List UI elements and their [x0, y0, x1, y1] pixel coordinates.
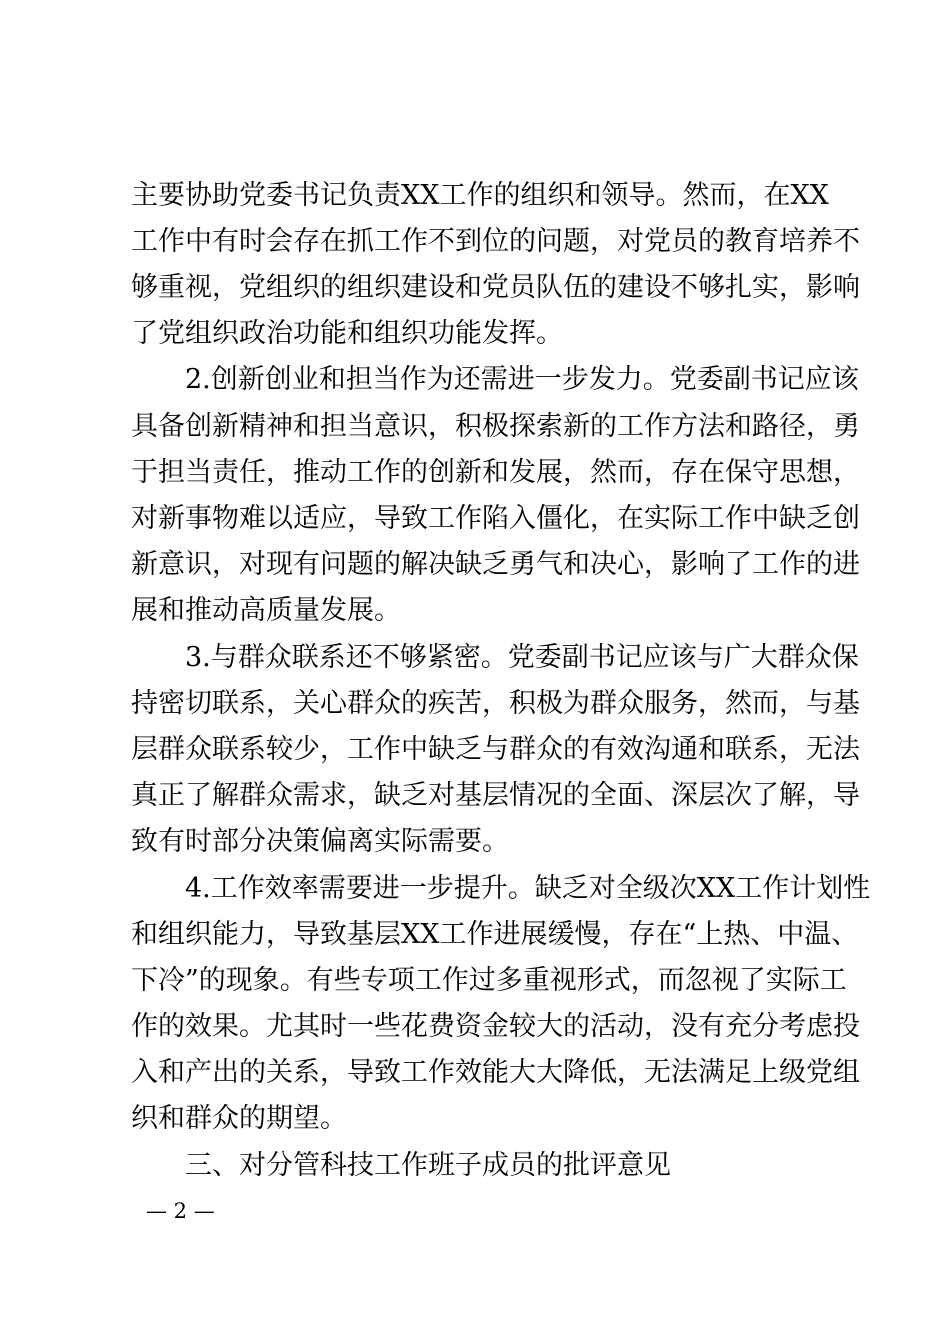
body-text-line: 下冷”的现象。有些专项工作过多重视形式，而忽视了实际工 — [131, 965, 847, 996]
body-text-line: 织和群众的期望。 — [131, 1103, 347, 1134]
body-text-line: 够重视，党组织的组织建设和党员队伍的建设不够扎实，影响 — [131, 272, 860, 303]
body-text-line: 新意识，对现有问题的解决缺乏勇气和决心，影响了工作的进 — [131, 549, 860, 580]
paragraph-3-first-line: 3.与群众联系还不够紧密。党委副书记应该与广大群众保 — [185, 642, 859, 673]
body-text-line: 主要协助党委书记负责XX工作的组织和领导。然而，在XX — [131, 180, 829, 211]
page-number: — 2 — — [146, 1199, 215, 1223]
body-text-line: 于担当责任，推动工作的创新和发展，然而，存在保守思想， — [131, 457, 860, 488]
paragraph-4-first-line: 4.工作效率需要进一步提升。缺乏对全级次XX工作计划性 — [185, 873, 871, 904]
body-text-line: 了党组织政治功能和组织功能发挥。 — [131, 318, 563, 349]
body-text-line: 工作中有时会存在抓工作不到位的问题，对党员的教育培养不 — [131, 226, 860, 257]
body-text-line: 致有时部分决策偏离实际需要。 — [131, 826, 509, 857]
section-heading: 三、对分管科技工作班子成员的批评意见 — [185, 1150, 671, 1181]
body-text-line: 持密切联系，关心群众的疾苦，积极为群众服务，然而，与基 — [131, 688, 860, 719]
body-text-line: 作的效果。尤其时一些花费资金较大的活动，没有充分考虑投 — [131, 1011, 860, 1042]
paragraph-2-first-line: 2.创新创业和担当作为还需进一步发力。党委副书记应该 — [185, 364, 859, 395]
body-text-line: 和组织能力，导致基层XX工作进展缓慢，存在“上热、中温、 — [131, 919, 859, 950]
body-text-line: 展和推动高质量发展。 — [131, 595, 401, 626]
body-text-line: 对新事物难以适应，导致工作陷入僵化，在实际工作中缺乏创 — [131, 503, 860, 534]
body-text-line: 层群众联系较少，工作中缺乏与群众的有效沟通和联系，无法 — [131, 734, 860, 765]
body-text-line: 真正了解群众需求，缺乏对基层情况的全面、深层次了解，导 — [131, 780, 860, 811]
body-text-line: 具备创新精神和担当意识，积极探索新的工作方法和路径，勇 — [131, 411, 860, 442]
body-text-line: 入和产出的关系，导致工作效能大大降低，无法满足上级党组 — [131, 1057, 860, 1088]
